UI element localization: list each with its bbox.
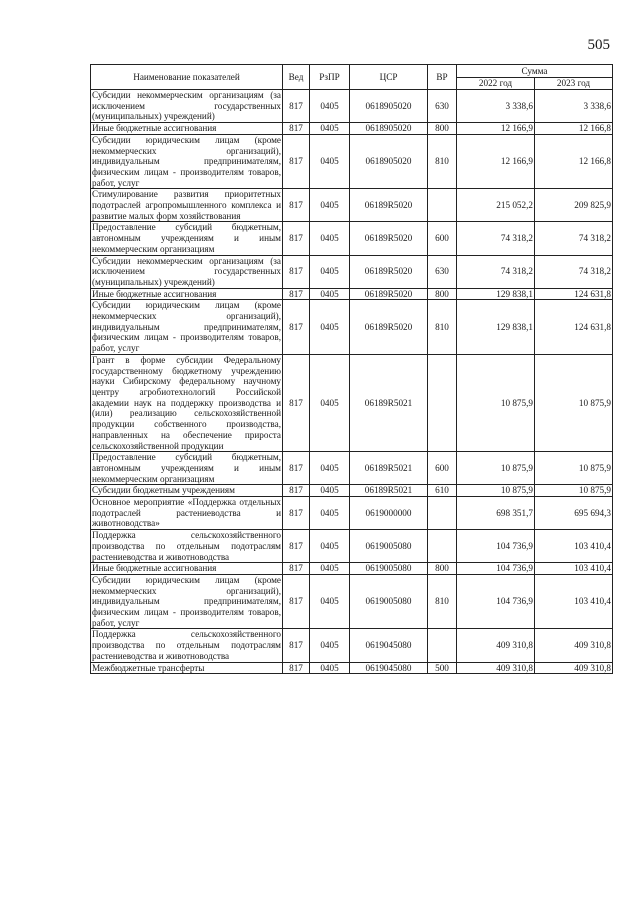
row-amount-2022: 10 875,9 — [457, 452, 535, 485]
row-csr: 0619000000 — [350, 497, 428, 530]
row-rzpr: 0405 — [310, 189, 350, 222]
table-header — [91, 65, 613, 90]
row-ved: 817 — [283, 662, 310, 674]
header-ved: Вед — [283, 65, 310, 90]
table-row — [91, 288, 613, 300]
row-amount-2022: 129 838,1 — [457, 300, 535, 355]
table-row — [91, 222, 613, 255]
row-amount-2022: 129 838,1 — [457, 288, 535, 300]
row-amount-2023: 209 825,9 — [535, 189, 613, 222]
table-row — [91, 497, 613, 530]
table-row — [91, 354, 613, 451]
row-ved: 817 — [283, 90, 310, 123]
row-amount-2023: 12 166,8 — [535, 134, 613, 189]
row-rzpr: 0405 — [310, 662, 350, 674]
table-row — [91, 300, 613, 355]
row-amount-2023: 124 631,8 — [535, 288, 613, 300]
row-amount-2022: 12 166,9 — [457, 134, 535, 189]
row-amount-2022: 104 736,9 — [457, 530, 535, 563]
header-rzpr: РзПР — [310, 65, 350, 90]
row-rzpr: 0405 — [310, 90, 350, 123]
row-csr: 0618905020 — [350, 134, 428, 189]
row-vr: 610 — [428, 485, 457, 497]
table-row — [91, 452, 613, 485]
row-amount-2022: 215 052,2 — [457, 189, 535, 222]
row-name: Иные бюджетные ассигнования — [91, 288, 283, 300]
row-csr: 06189R5020 — [350, 255, 428, 288]
row-name: Субсидии некоммерческим организациям (за исключением государственных (муниципальных) учреждений) — [92, 255, 281, 287]
row-amount-2022: 3 338,6 — [457, 90, 535, 123]
header-name: Наименование показателей — [91, 65, 283, 90]
row-rzpr: 0405 — [310, 574, 350, 629]
row-ved: 817 — [283, 530, 310, 563]
row-vr: 630 — [428, 255, 457, 288]
row-ved: 817 — [283, 134, 310, 189]
row-rzpr: 0405 — [310, 300, 350, 355]
page-number: 505 — [587, 37, 610, 53]
row-rzpr: 0405 — [310, 288, 350, 300]
row-vr: 600 — [428, 222, 457, 255]
row-amount-2022: 74 318,2 — [457, 255, 535, 288]
row-ved: 817 — [283, 574, 310, 629]
row-ved: 817 — [283, 497, 310, 530]
row-csr: 06189R5020 — [350, 288, 428, 300]
row-rzpr: 0405 — [310, 497, 350, 530]
row-amount-2022: 698 351,7 — [457, 497, 535, 530]
row-name: Основное мероприятие «Поддержка отдельных подотраслей растениеводства и животноводства» — [92, 497, 281, 529]
row-vr: 810 — [428, 300, 457, 355]
row-amount-2022: 409 310,8 — [457, 662, 535, 674]
row-amount-2023: 10 875,9 — [535, 485, 613, 497]
table-row — [91, 255, 613, 288]
table-row — [91, 90, 613, 123]
row-csr: 0619005080 — [350, 563, 428, 575]
row-vr — [428, 189, 457, 222]
row-amount-2022: 10 875,9 — [457, 485, 535, 497]
table-body — [91, 90, 613, 674]
row-amount-2023: 103 410,4 — [535, 574, 613, 629]
row-vr: 630 — [428, 90, 457, 123]
header-sum: Сумма — [457, 65, 613, 78]
row-name: Стимулирование развития приоритетных подотраслей агропромышленного комплекса и развитие малых форм хозяйствования — [92, 189, 281, 221]
header-year-2022: 2022 год — [457, 78, 535, 90]
row-amount-2022: 409 310,8 — [457, 629, 535, 662]
row-name: Субсидии юридическим лицам (кроме некоммерческих организаций), индивидуальным предпринимателям, физическим лицам - производителям товаров, работ, услуг — [92, 300, 281, 354]
row-vr — [428, 629, 457, 662]
row-csr: 06189R5021 — [350, 485, 428, 497]
row-amount-2023: 74 318,2 — [535, 222, 613, 255]
row-amount-2022: 12 166,9 — [457, 123, 535, 135]
row-amount-2022: 74 318,2 — [457, 222, 535, 255]
row-name: Иные бюджетные ассигнования — [91, 123, 283, 135]
row-name: Предоставление субсидий бюджетным, автономным учреждениям и иным некоммерческим организациям — [92, 222, 281, 254]
row-amount-2023: 103 410,4 — [535, 563, 613, 575]
table-row — [91, 629, 613, 662]
row-rzpr: 0405 — [310, 629, 350, 662]
row-rzpr: 0405 — [310, 123, 350, 135]
row-amount-2022: 104 736,9 — [457, 574, 535, 629]
row-ved: 817 — [283, 563, 310, 575]
row-name: Предоставление субсидий бюджетным, автономным учреждениям и иным некоммерческим организациям — [92, 452, 281, 484]
row-vr — [428, 530, 457, 563]
row-csr: 0618905020 — [350, 123, 428, 135]
row-amount-2023: 10 875,9 — [535, 354, 613, 451]
row-csr: 06189R5020 — [350, 222, 428, 255]
table-row — [91, 123, 613, 135]
row-vr: 810 — [428, 134, 457, 189]
row-vr: 500 — [428, 662, 457, 674]
row-ved: 817 — [283, 485, 310, 497]
row-ved: 817 — [283, 300, 310, 355]
row-amount-2023: 124 631,8 — [535, 300, 613, 355]
row-ved: 817 — [283, 288, 310, 300]
row-rzpr: 0405 — [310, 530, 350, 563]
row-amount-2023: 12 166,8 — [535, 123, 613, 135]
row-amount-2023: 695 694,3 — [535, 497, 613, 530]
row-csr: 0618905020 — [350, 90, 428, 123]
budget-table — [90, 64, 613, 674]
table-row — [91, 563, 613, 575]
row-csr: 0619045080 — [350, 662, 428, 674]
row-rzpr: 0405 — [310, 452, 350, 485]
row-csr: 06189R5020 — [350, 189, 428, 222]
header-vr: ВР — [428, 65, 457, 90]
row-vr: 800 — [428, 563, 457, 575]
header-csr: ЦСР — [350, 65, 428, 90]
row-ved: 817 — [283, 189, 310, 222]
table-row — [91, 530, 613, 563]
row-amount-2022: 10 875,9 — [457, 354, 535, 451]
header-year-2023: 2023 год — [535, 78, 613, 90]
row-name: Субсидии юридическим лицам (кроме некоммерческих организаций), индивидуальным предпринимателям, физическим лицам - производителям товаров, работ, услуг — [92, 134, 281, 188]
row-csr: 06189R5021 — [350, 452, 428, 485]
table-row — [91, 662, 613, 674]
row-ved: 817 — [283, 452, 310, 485]
row-ved: 817 — [283, 354, 310, 451]
row-amount-2023: 3 338,6 — [535, 90, 613, 123]
row-amount-2023: 74 318,2 — [535, 255, 613, 288]
row-name: Грант в форме субсидии Федеральному государственному бюджетному учреждению науки Сибирскому федеральному научному центру агробиотехнологий Российской академии наук на поддержку производства и (или) реализацию сельскохозяйственной продукции собственного производства, направленных на обеспечение прироста сельскохозяйственной продукции — [92, 354, 281, 451]
row-vr: 800 — [428, 288, 457, 300]
row-rzpr: 0405 — [310, 134, 350, 189]
row-name: Иные бюджетные ассигнования — [91, 563, 283, 575]
row-ved: 817 — [283, 255, 310, 288]
table-row — [91, 485, 613, 497]
row-vr: 600 — [428, 452, 457, 485]
row-csr: 06189R5021 — [350, 354, 428, 451]
table-row — [91, 189, 613, 222]
row-csr: 0619045080 — [350, 629, 428, 662]
row-rzpr: 0405 — [310, 563, 350, 575]
row-ved: 817 — [283, 123, 310, 135]
row-ved: 817 — [283, 222, 310, 255]
row-amount-2023: 10 875,9 — [535, 452, 613, 485]
row-vr — [428, 354, 457, 451]
row-vr: 810 — [428, 574, 457, 629]
row-rzpr: 0405 — [310, 255, 350, 288]
row-name: Субсидии юридическим лицам (кроме некоммерческих организаций), индивидуальным предпринимателям, физическим лицам - производителям товаров, работ, услуг — [92, 574, 281, 628]
row-rzpr: 0405 — [310, 222, 350, 255]
table-row — [91, 574, 613, 629]
row-amount-2023: 409 310,8 — [535, 662, 613, 674]
row-rzpr: 0405 — [310, 485, 350, 497]
row-amount-2023: 409 310,8 — [535, 629, 613, 662]
row-name: Субсидии некоммерческим организациям (за исключением государственных (муниципальных) учреждений) — [92, 90, 281, 122]
row-rzpr: 0405 — [310, 354, 350, 451]
table-row — [91, 134, 613, 189]
row-csr: 06189R5020 — [350, 300, 428, 355]
row-vr: 800 — [428, 123, 457, 135]
row-vr — [428, 497, 457, 530]
row-amount-2022: 104 736,9 — [457, 563, 535, 575]
row-amount-2023: 103 410,4 — [535, 530, 613, 563]
row-csr: 0619005080 — [350, 530, 428, 563]
row-name: Межбюджетные трансферты — [91, 662, 283, 674]
row-name: Поддержка сельскохозяйственного производства по отдельным подотраслям растениеводства и животноводства — [92, 629, 281, 661]
row-name: Субсидии бюджетным учреждениям — [91, 485, 283, 497]
row-ved: 817 — [283, 629, 310, 662]
row-csr: 0619005080 — [350, 574, 428, 629]
row-name: Поддержка сельскохозяйственного производства по отдельным подотраслям растениеводства и животноводства — [92, 530, 281, 562]
